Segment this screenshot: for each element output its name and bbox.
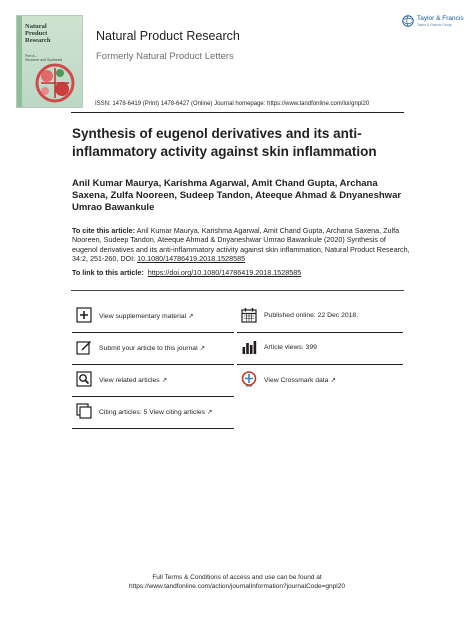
citation-icon (76, 403, 92, 419)
cover-part-label: Part A – (25, 54, 38, 58)
cover-title-line-1: Natural (25, 23, 47, 30)
calendar-icon (241, 307, 257, 323)
cover-title-line-2: Product (25, 30, 48, 37)
external-link-icon: ↗ (188, 313, 194, 320)
search-icon (76, 371, 92, 387)
issn-line[interactable]: ISSN: 1478-6419 (Print) 1478-6427 (Online) Journal homepage: https://www.tandfonline.com/loi/gnpl20 (95, 101, 370, 107)
article-link-label: To link to this article: (72, 268, 144, 277)
cover-title (25, 23, 51, 44)
published-date-label: Published online: 22 Dec 2018. (264, 312, 359, 319)
citing-articles-label: Citing articles: 5 View citing articles (99, 409, 206, 416)
item-divider (237, 332, 403, 333)
cover-subtitle (25, 54, 62, 62)
item-divider (72, 364, 234, 365)
article-title: Synthesis of eugenol derivatives and its anti-inflammatory activity against skin inflammation (72, 126, 377, 159)
citing-articles-link[interactable] (99, 408, 212, 416)
cover-accent-strip (17, 16, 22, 107)
journal-subtitle: Formerly Natural Product Letters (96, 51, 234, 62)
header-divider (71, 112, 404, 113)
external-link-icon: ↗ (161, 377, 168, 384)
article-link-url[interactable]: https://doi.org/10.1080/14786419.2018.1528585 (147, 268, 302, 277)
crossmark-link[interactable] (264, 376, 336, 384)
publisher-tagline: Taylor & Francis Group (417, 23, 452, 27)
publisher-globe-icon (402, 15, 414, 27)
item-divider (72, 428, 234, 429)
related-articles-label: View related articles (99, 377, 160, 384)
edit-icon (76, 339, 92, 355)
cover-title-line-3: Research (25, 37, 51, 44)
plus-icon (76, 307, 92, 323)
item-divider (72, 332, 234, 333)
external-link-icon: ↗ (207, 409, 213, 416)
article-views-label: Article views: 399 (264, 344, 317, 351)
journal-title: Natural Product Research (96, 29, 240, 43)
submit-article-label: Submit your article to this journal (99, 345, 198, 352)
crossmark-icon (241, 371, 257, 387)
external-link-icon: ↗ (199, 345, 206, 352)
cover-molecule-illustration (31, 62, 79, 104)
article-link-line (72, 268, 301, 277)
citation-label: To cite this article: (72, 226, 135, 235)
related-articles-link[interactable] (99, 376, 167, 384)
supplementary-material-link[interactable] (99, 312, 194, 320)
bar-chart-icon (241, 339, 257, 355)
external-link-icon: ↗ (330, 377, 336, 384)
item-divider (237, 364, 403, 365)
publisher-name: Taylor & Francis (417, 15, 464, 22)
supplementary-material-label: View supplementary material (99, 313, 187, 320)
links-divider (71, 290, 404, 291)
footer-terms-url[interactable]: https://www.tandfonline.com/action/journalInformation?journalCode=gnpl20 (129, 583, 345, 590)
item-divider (72, 396, 234, 397)
journal-cover-image (16, 15, 83, 108)
submit-article-link[interactable] (99, 344, 205, 352)
citation-block (72, 226, 412, 263)
publisher-logo (402, 14, 464, 32)
footer-terms-text: Full Terms & Conditions of access and use can be found at (152, 574, 322, 581)
citation-doi-link[interactable]: 10.1080/14786419.2018.1528585 (137, 253, 246, 263)
citation-text: Anil Kumar Maurya, Karishma Agarwal, Amit Chand Gupta, Archana Saxena, Zulfa Nooreen, Sudeep Tandon, Ateeque Ahmad & Dnyaneshwar Umrao Bawankule (2020) Synthesis of eugenol derivatives and its anti-inflammatory activity against skin inflammation, Natural Product Research, 34:2, 251-260, DOI: (72, 226, 410, 263)
article-authors: Anil Kumar Maurya, Karishma Agarwal, Amit Chand Gupta, Archana Saxena, Zulfa Nooreen, Sudeep Tandon, Ateeque Ahmad & Dnyaneshwar Umrao Bawankule (72, 178, 402, 213)
cover-part-title: Structure and Synthesis (25, 58, 63, 62)
crossmark-label: View Crossmark data (264, 377, 329, 384)
footer-terms (0, 573, 474, 591)
